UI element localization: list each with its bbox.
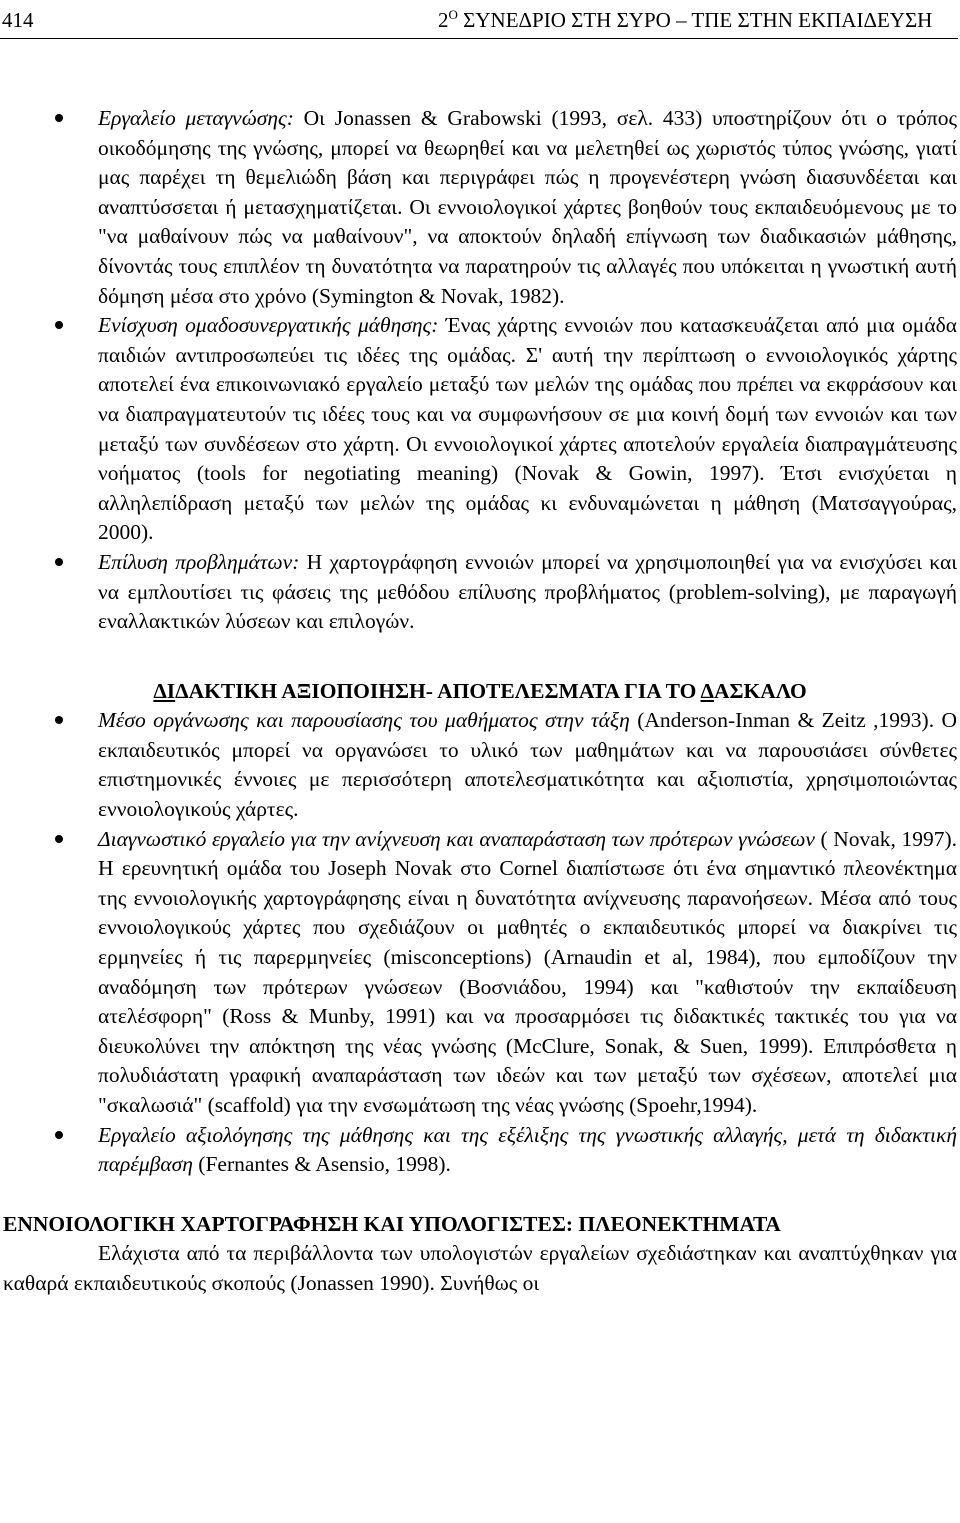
bullet-metacognition	[3, 104, 957, 311]
bullet-dot-icon	[55, 321, 63, 329]
heading-underlined-part: Δ	[700, 678, 714, 703]
page-number: 414	[2, 8, 34, 32]
bullet-lead: Μέσο οργάνωσης και παρουσίασης του μαθήματος στην τάξη	[98, 708, 630, 733]
running-title-rest: ΣΥΝΕΔΡΙΟ ΣΤΗ ΣΥΡΟ – ΤΠΕ ΣΤΗΝ ΕΚΠΑΙΔΕΥΣΗ	[457, 8, 933, 32]
bullet-text: (Fernantes & Asensio, 1998).	[192, 1152, 451, 1177]
bullet-dot-icon	[55, 716, 63, 724]
bullet-lead: Διαγνωστικό εργαλείο για την ανίχνευση και αναπαράσταση των πρότερων γνώσεων	[98, 826, 815, 851]
bullet-lead: Εργαλείο αξιολόγησης της μάθησης και της εξέλιξης της γνωστικής αλλαγής, μετά τη διδακτική παρέμβαση	[98, 1122, 957, 1177]
page-header	[0, 6, 958, 39]
running-title-superscript: Ο	[448, 7, 458, 22]
running-title	[438, 6, 932, 34]
bullet-assessment-tool	[3, 1121, 957, 1180]
bullet-text: (Anderson-Inman & Zeitz ,1993). Ο εκπαιδευτικός μπορεί να οργανώσει το υλικό των μαθημάτων και να παρουσιάσει σύνθετες επιστημονικές έννοιες με περισσότερη αποτελεσματικότητα και αξιοπιστία, χρησιμοποιώντας εννοιολογικούς χάρτες.	[98, 708, 958, 822]
bullet-dot-icon	[55, 114, 63, 122]
bullet-dot-icon	[55, 558, 63, 566]
spacer	[3, 1180, 957, 1210]
main-content	[3, 104, 957, 1299]
bullet-dot-icon	[55, 1131, 63, 1139]
bullet-text: ( Novak, 1997). Η ερευνητική ομάδα του Joseph Novak στο Cornel διαπίστωσε ότι ένα σημαντικό πλεονέκτημα της εννοιολογικής χαρτογράφησης είναι η δυνατότητα ανίχνευσης παρανοήσεων. Μέσα από τους εννοιολογικούς χάρτες που σχεδιάζουν οι μαθητές ο εκπαιδευτικός μπορεί να διακρίνει τις ερμηνείες ή τις παρερμηνείες (misconceptions) (Arnaudin et al, 1984), που εμποδίζουν την αναδόμηση των πρότερων γνώσεων (Βοσνιάδου, 1994) και "καθιστούν την εκπαίδευση ατελέσφορη" (Ross & Munby, 1991) και να προσαρμόσει τις διδακτικές τακτικές του για να διευκολύνει την απόκτηση της νέας γνώσης (McClure, Sonak, & Suen, 1999). Επιπρόσθετα η πολυδιάστατη γραφική αναπαράσταση των ιδεών και των μεταξύ των σχέσεων, αποτελεί μια "σκαλωσιά" (scaffold) για την ενσωμάτωση της νέας γνώσης (Spoehr,1994).	[98, 826, 957, 1117]
running-title-prefix: 2	[438, 8, 449, 32]
section-heading-didactic	[3, 677, 957, 707]
bullet-problem-solving	[3, 548, 957, 637]
bullet-text: Οι Jonassen & Grabowski (1993, σελ. 433) υποστηρίζουν ότι ο τρόπος οικοδόμησης της γνώσης, μπορεί να θεωρηθεί και να μελετηθεί ως χωριστός τύπος γνώσης, γιατί μας παρέχει τη θεμελιώδη βάση και περιγράφει πώς η προγενέστερη γνώση διασυνδέεται και αναπτύσσεται ή μετασχηματίζεται. Οι εννοιολογικοί χάρτες βοηθούν τους εκπαιδευόμενους με το "να μαθαίνουν πώς να μαθαίνουν", να αποκτούν δηλαδή επίγνωση των διαδικασιών μάθησης, δίνοντάς τους επιπλέον τη δυνατότητα να παρατηρούν τις αλλαγές που υπόκειται η γνωστική αυτή δόμηση μέσα στο χρόνο (Symington & Novak, 1982).	[98, 106, 957, 308]
heading-underlined-part: ΔΙ	[153, 678, 176, 703]
bullet-collaborative-learning	[3, 311, 957, 548]
bullet-diagnostic-tool	[3, 825, 957, 1121]
heading-part: ΔΑΚΤΙΚΗ ΑΞΙΟΠΟΙΗΣΗ- ΑΠΟΤΕΛΕΣΜΑΤΑ ΓΙΑ ΤΟ	[175, 678, 701, 703]
heading-part: ΑΣΚΑΛΟ	[713, 678, 807, 703]
bullet-text: Η χαρτογράφηση εννοιών μπορεί να χρησιμοποιηθεί για να ενισχύσει και να εμπλουτίσει τις φάσεις της μεθόδου επίλυσης προβλήματος (problem-solving), με παραγωγή εναλλακτικών λύσεων και επιλογών.	[98, 549, 957, 634]
bullet-organization-tool	[3, 706, 957, 824]
bullet-lead: Εργαλείο μεταγνώσης:	[98, 106, 294, 130]
section-heading-computers: ΕΝΝΟΙΟΛΟΓΙΚΗ ΧΑΡΤΟΓΡΑΦΗΣΗ ΚΑΙ ΥΠΟΛΟΓΙΣΤΕΣ: ΠΛΕΟΝΕΚΤΗΜΑΤΑ	[3, 1211, 781, 1236]
bullet-lead: Επίλυση προβλημάτων:	[98, 549, 300, 574]
body-paragraph: Ελάχιστα από τα περιβάλλοντα των υπολογιστών εργαλείων σχεδιάστηκαν και αναπτύχθηκαν για καθαρά εκπαιδευτικούς σκοπούς (Jonassen 1990). Συνήθως οι	[3, 1241, 957, 1295]
spacer	[3, 637, 957, 677]
bullet-dot-icon	[55, 835, 63, 843]
bullet-text: Ένας χάρτης εννοιών που κατασκευάζεται από μια ομάδα παιδιών αντιπροσωπεύει τις ιδέες της ομάδας. Σ' αυτή την περίπτωση ο εννοιολογικός χάρτης αποτελεί ένα επικοινωνιακό εργαλείο μεταξύ των μελών της ομάδας που πρέπει να εκφράσουν και να διαπραγματευτούν τις ιδέες τους και να συμφωνήσουν σε μια κοινή δομή των εννοιών και των μεταξύ των συνδέσεων στο χάρτη. Οι εννοιολογικοί χάρτες αποτελούν εργαλεία διαπραγμάτευσης νοήματος (tools for negotiating meaning) (Novak & Gowin, 1997). Έτσι ενισχύεται η αλληλεπίδραση μεταξύ των μελών της ομάδας κι ενδυναμώνεται η μάθηση (Ματσαγγούρας, 2000).	[98, 313, 957, 545]
bullet-lead: Ενίσχυση ομαδοσυνεργατικής μάθησης:	[98, 313, 439, 338]
